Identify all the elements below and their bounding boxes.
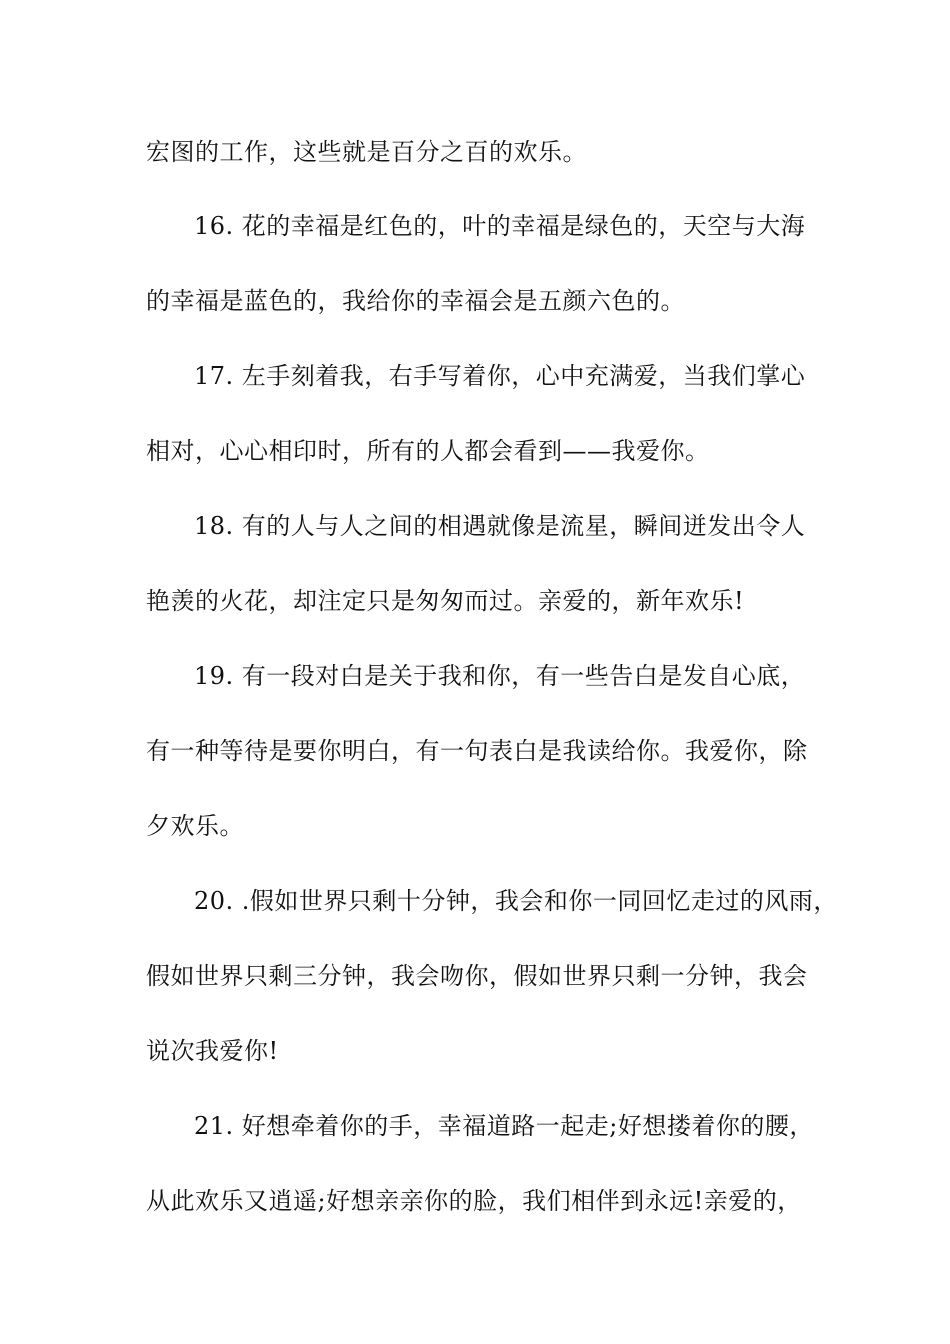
text-line: 21. 好想牵着你的手，幸福道路一起走;好想搂着你的腰， xyxy=(194,1112,814,1140)
text-line: 18. 有的人与人之间的相遇就像是流星，瞬间迸发出令人 xyxy=(194,512,806,540)
text-line: 相对，心心相印时，所有的人都会看到——我爱你。 xyxy=(146,437,710,465)
text-line: 说次我爱你! xyxy=(146,1037,279,1065)
text-line: 17. 左手刻着我，右手写着你，心中充满爱，当我们掌心 xyxy=(194,362,806,390)
text-line: 19. 有一段对白是关于我和你，有一些告白是发自心底， xyxy=(194,662,806,690)
text-line: 宏图的工作，这些就是百分之百的欢乐。 xyxy=(146,138,587,166)
text-line: 16. 花的幸福是红色的，叶的幸福是绿色的，天空与大海 xyxy=(194,212,806,240)
text-line: 夕欢乐。 xyxy=(146,812,244,840)
text-line: 的幸福是蓝色的，我给你的幸福会是五颜六色的。 xyxy=(146,287,685,315)
text-line: 假如世界只剩三分钟，我会吻你，假如世界只剩一分钟，我会 xyxy=(146,962,808,990)
text-line: 从此欢乐又逍遥;好想亲亲你的脸，我们相伴到永远!亲爱的， xyxy=(146,1187,802,1215)
text-line: 20. .假如世界只剩十分钟，我会和你一同回忆走过的风雨， xyxy=(194,887,838,915)
text-line: 艳羡的火花，却注定只是匆匆而过。亲爱的，新年欢乐! xyxy=(146,587,745,615)
text-line: 有一种等待是要你明白，有一句表白是我读给你。我爱你，除 xyxy=(146,737,808,765)
